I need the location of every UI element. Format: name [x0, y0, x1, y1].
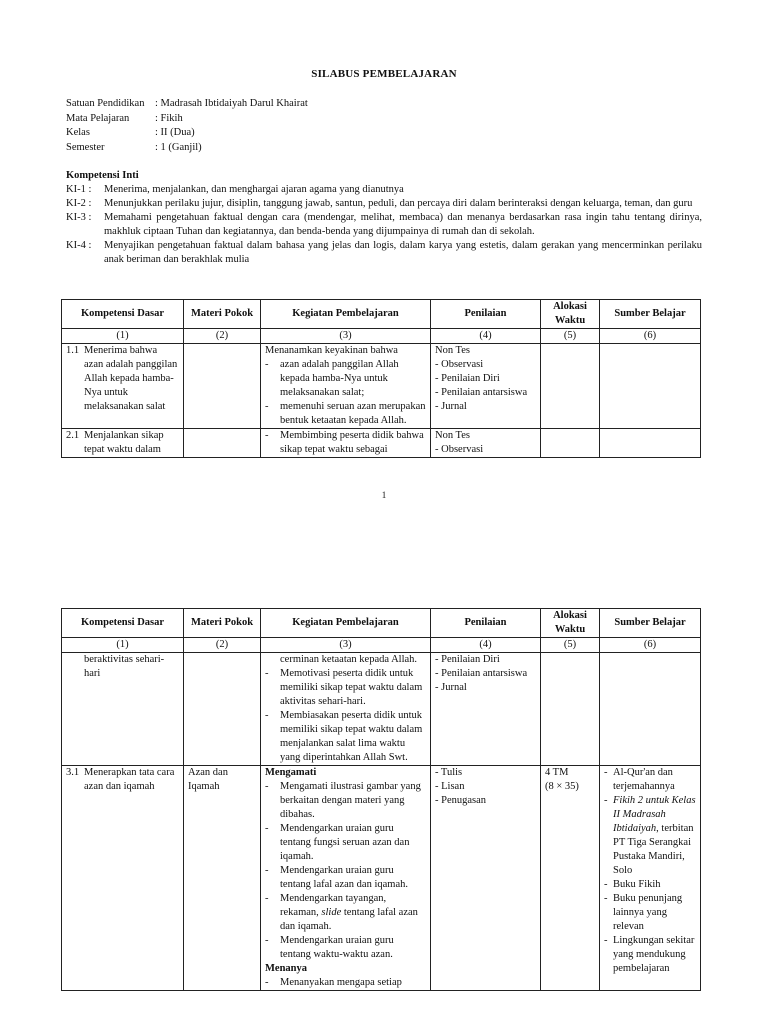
- column-number: (2): [184, 329, 261, 344]
- syllabus-table-page-1: [61, 299, 701, 458]
- ki-item: [66, 211, 702, 239]
- sumber-text: Lingkungan sekitar yang mendukung pembelajaran: [613, 935, 695, 974]
- column-number: (5): [541, 329, 600, 344]
- kd-number: 1.1: [66, 345, 80, 356]
- penilaian-item: Non Tes: [435, 345, 470, 356]
- ki-text: Menunjukkan perilaku jujur, disiplin, tanggung jawab, santun, peduli, dan percaya diri dalam berinteraksi dengan keluarga, teman, dan guru: [104, 198, 693, 209]
- penilaian-item: - Penilaian antarsiswa: [435, 387, 528, 398]
- penilaian-item: - Penilaian Diri: [435, 654, 500, 665]
- kegiatan-text: Memotivasi peserta didik untuk memiliki sikap tepat waktu dalam aktivitas sehari-hari.: [280, 668, 423, 707]
- list-item: - Mendengarkan uraian guru tentang fungsi seruan azan dan iqamah.: [265, 822, 426, 864]
- kegiatan-text: Membiasakan peserta didik untuk memiliki sikap tepat waktu dalam menjalankan salat lima waktu yang diperintahkan Allah Swt.: [280, 710, 423, 763]
- penilaian-item: - Penilaian antarsiswa: [435, 668, 528, 679]
- identity-label: Semester: [66, 141, 105, 153]
- penilaian-cell: [431, 429, 541, 458]
- ki-item: [66, 183, 702, 197]
- list-item: - Membimbing peserta didik bahwa sikap tepat waktu sebagai: [265, 429, 426, 457]
- materi-cell: [184, 653, 261, 766]
- column-number: (6): [600, 638, 701, 653]
- ki-list: [66, 183, 702, 267]
- penilaian-item: - Lisan: [435, 781, 465, 792]
- alokasi-cell: [541, 429, 600, 458]
- penilaian-cell: [431, 344, 541, 429]
- list-item: - Buku Fikih: [604, 879, 661, 890]
- section-heading: Mengamati: [265, 767, 317, 778]
- ki-text: Menyajikan pengetahuan faktual dalam bahasa yang jelas dan logis, dalam karya yang estetis, dalam gerakan yang mencerminkan perilaku anak beriman dan berakhlak mulia: [104, 240, 702, 265]
- ki-item: [66, 197, 702, 211]
- list-item: [265, 653, 426, 667]
- column-number: (5): [541, 638, 600, 653]
- header-kompetensi-dasar: Kompetensi Dasar: [62, 609, 184, 638]
- header-materi-pokok: Materi Pokok: [184, 300, 261, 329]
- kegiatan-cell: [261, 344, 431, 429]
- kegiatan-cell: [261, 766, 431, 991]
- ki-text: Memahami pengetahuan faktual dengan cara (mendengar, melihat, membaca) dan menanya berdasarkan rasa ingin tahu tentang dirinya, makhluk ciptaan Tuhan dan kegiatannya, dan benda-benda yang dijumpainya di rumah dan di sekolah.: [104, 212, 702, 237]
- kd-text: Menerapkan tata cara azan dan iqamah: [84, 767, 175, 792]
- kd-text: beraktivitas sehari-hari: [84, 654, 165, 679]
- identity-value: : 1 (Ganjil): [155, 141, 202, 153]
- sumber-cell: [600, 429, 701, 458]
- list-item: - azan adalah panggilan Allah kepada hamba-Nya untuk melaksanakan salat;: [265, 358, 426, 400]
- column-number: (3): [261, 638, 431, 653]
- penilaian-item: - Penilaian Diri: [435, 373, 500, 384]
- identity-value: : Fikih: [155, 112, 183, 124]
- sumber-text: Buku Fikih: [613, 879, 661, 890]
- penilaian-item: - Tulis: [435, 767, 463, 778]
- list-item: - Memotivasi peserta didik untuk memiliki sikap tepat waktu dalam aktivitas sehari-hari.: [265, 667, 426, 709]
- sumber-text: Buku penunjang lainnya yang relevan: [613, 893, 683, 932]
- ki-code: KI-2 :: [66, 198, 92, 209]
- kegiatan-text: azan adalah panggilan Allah kepada hamba-Nya untuk melaksanakan salat;: [280, 359, 399, 398]
- list-item: - Mendengarkan uraian guru tentang waktu-waktu azan.: [265, 934, 426, 962]
- list-item: - Lingkungan sekitar yang mendukung pembelajaran: [604, 935, 695, 974]
- identity-label: Mata Pelajaran: [66, 112, 130, 124]
- kegiatan-cell: [261, 653, 431, 766]
- kegiatan-text-part: Mendengarkan tayangan, rekaman,: [280, 893, 387, 918]
- identity-row: [66, 126, 308, 141]
- kd-cell: [62, 344, 184, 429]
- header-kegiatan-pembelajaran: Kegiatan Pembelajaran: [261, 609, 431, 638]
- materi-cell: [184, 429, 261, 458]
- materi-cell: [184, 766, 261, 991]
- kegiatan-text: Membimbing peserta didik bahwa sikap tepat waktu sebagai: [280, 430, 424, 455]
- kd-number: 2.1: [66, 430, 80, 441]
- column-number: (2): [184, 638, 261, 653]
- table-row: [62, 653, 701, 766]
- section-heading: Menanya: [265, 963, 307, 974]
- penilaian-cell: [431, 653, 541, 766]
- kegiatan-text: Menanyakan mengapa setiap: [280, 977, 402, 988]
- ki-heading: Kompetensi Inti: [66, 170, 139, 181]
- list-item: - Al-Qur'an dan terjemahannya: [604, 766, 696, 794]
- sumber-text: Al-Qur'an dan terjemahannya: [613, 767, 675, 792]
- penilaian-item: - Jurnal: [435, 682, 467, 693]
- sumber-cell: [600, 766, 701, 991]
- materi-cell: [184, 344, 261, 429]
- list-item: - Buku penunjang lainnya yang relevan: [604, 892, 696, 934]
- list-item: - Menanyakan mengapa setiap: [265, 977, 402, 988]
- sumber-text: [613, 794, 696, 878]
- penilaian-item: - Jurnal: [435, 401, 467, 412]
- header-kompetensi-dasar: Kompetensi Dasar: [62, 300, 184, 329]
- sumber-text-part: , terbitan PT Tiga Serangkai Pustaka Mandiri, Solo: [613, 823, 694, 876]
- list-item: - Mendengarkan tayangan, rekaman, slide tentang lafal azan dan iqamah.: [265, 892, 426, 934]
- identity-value: : II (Dua): [155, 127, 195, 138]
- kegiatan-text: Mendengarkan uraian guru tentang waktu-waktu azan.: [280, 935, 394, 960]
- penilaian-item: - Penugasan: [435, 795, 487, 806]
- kegiatan-text: memenuhi seruan azan merupakan bentuk ketaatan kepada Allah.: [280, 401, 426, 426]
- header-alokasi-waktu: Alokasi Waktu: [541, 300, 600, 329]
- sumber-cell: [600, 653, 701, 766]
- alokasi-text: (8 × 35): [545, 781, 579, 792]
- alokasi-cell: [541, 344, 600, 429]
- list-item: - Mendengarkan uraian guru tentang lafal azan dan iqamah.: [265, 864, 426, 892]
- column-number: (3): [261, 329, 431, 344]
- kegiatan-text: Mendengarkan uraian guru tentang lafal azan dan iqamah.: [280, 865, 408, 890]
- identity-label: Kelas: [66, 127, 90, 138]
- list-item: - Mengamati ilustrasi gambar yang berkaitan dengan materi yang dibahas.: [265, 780, 426, 822]
- column-number: (4): [431, 638, 541, 653]
- alokasi-text: 4 TM: [545, 767, 569, 778]
- identity-block: [66, 97, 308, 155]
- identity-row: [66, 141, 308, 156]
- header-kegiatan-pembelajaran: Kegiatan Pembelajaran: [261, 300, 431, 329]
- ki-code: KI-1 :: [66, 184, 92, 195]
- penilaian-item: - Observasi: [435, 359, 484, 370]
- book-title: Fikih 2 untuk Kelas II Madrasah Ibtidaiyah: [613, 795, 696, 834]
- header-sumber-belajar: Sumber Belajar: [600, 609, 701, 638]
- column-number: (6): [600, 329, 701, 344]
- kd-text: Menerima bahwa azan adalah panggilan Allah kepada hamba-Nya untuk melaksanakan salat: [84, 345, 178, 412]
- page-number: 1: [381, 490, 387, 500]
- header-materi-pokok: Materi Pokok: [184, 609, 261, 638]
- kegiatan-text: [280, 892, 426, 934]
- materi-text: Azan dan Iqamah: [188, 767, 228, 792]
- column-number: (1): [62, 638, 184, 653]
- identity-label: Satuan Pendidikan: [66, 98, 145, 109]
- ki-item: [66, 239, 702, 267]
- kd-cell: [62, 766, 184, 991]
- column-number: (4): [431, 329, 541, 344]
- alokasi-cell: [541, 766, 600, 991]
- identity-value: : Madrasah Ibtidaiyah Darul Khairat: [155, 98, 308, 109]
- sumber-cell: [600, 344, 701, 429]
- header-penilaian: Penilaian: [431, 300, 541, 329]
- header-sumber-belajar: Sumber Belajar: [600, 300, 701, 329]
- table-row: [62, 344, 701, 429]
- kegiatan-text: cerminan ketaatan kepada Allah.: [280, 654, 418, 665]
- kegiatan-text: Mengamati ilustrasi gambar yang berkaitan dengan materi yang dibahas.: [280, 781, 421, 820]
- list-item: - Fikih 2 untuk Kelas II Madrasah Ibtidaiyah, terbitan PT Tiga Serangkai Pustaka Mandiri, Solo: [604, 795, 696, 876]
- ki-code: KI-3 :: [66, 212, 92, 223]
- list-item: - memenuhi seruan azan merupakan bentuk ketaatan kepada Allah.: [265, 401, 426, 426]
- penilaian-item: - Observasi: [435, 444, 484, 455]
- header-penilaian: Penilaian: [431, 609, 541, 638]
- penilaian-cell: [431, 766, 541, 991]
- kegiatan-intro: Menanamkan keyakinan bahwa: [265, 345, 398, 356]
- kegiatan-text-part: tentang lafal azan dan iqamah.: [280, 907, 418, 932]
- kd-cell: [62, 653, 184, 766]
- kegiatan-text-italic: slide: [321, 907, 342, 918]
- alokasi-cell: [541, 653, 600, 766]
- ki-text: Menerima, menjalankan, dan menghargai ajaran agama yang dianutnya: [104, 184, 404, 195]
- syllabus-table-page-2: [61, 608, 701, 991]
- list-item: - Membiasakan peserta didik untuk memiliki sikap tepat waktu dalam menjalankan salat lima waktu yang diperintahkan Allah Swt.: [265, 709, 426, 765]
- identity-row: [66, 112, 308, 127]
- kd-number: 3.1: [66, 767, 80, 778]
- kd-text: Menjalankan sikap tepat waktu dalam: [84, 430, 164, 455]
- identity-row: [66, 97, 308, 112]
- table-row: [62, 429, 701, 458]
- kegiatan-cell: [261, 429, 431, 458]
- penilaian-item: Non Tes: [435, 430, 470, 441]
- kd-cell: [62, 429, 184, 458]
- column-number: (1): [62, 329, 184, 344]
- header-alokasi-waktu: Alokasi Waktu: [541, 609, 600, 638]
- document-title: SILABUS PEMBELAJARAN: [311, 68, 457, 80]
- ki-code: KI-4 :: [66, 240, 92, 251]
- table-row: [62, 766, 701, 991]
- kegiatan-text: Mendengarkan uraian guru tentang fungsi seruan azan dan iqamah.: [280, 823, 410, 862]
